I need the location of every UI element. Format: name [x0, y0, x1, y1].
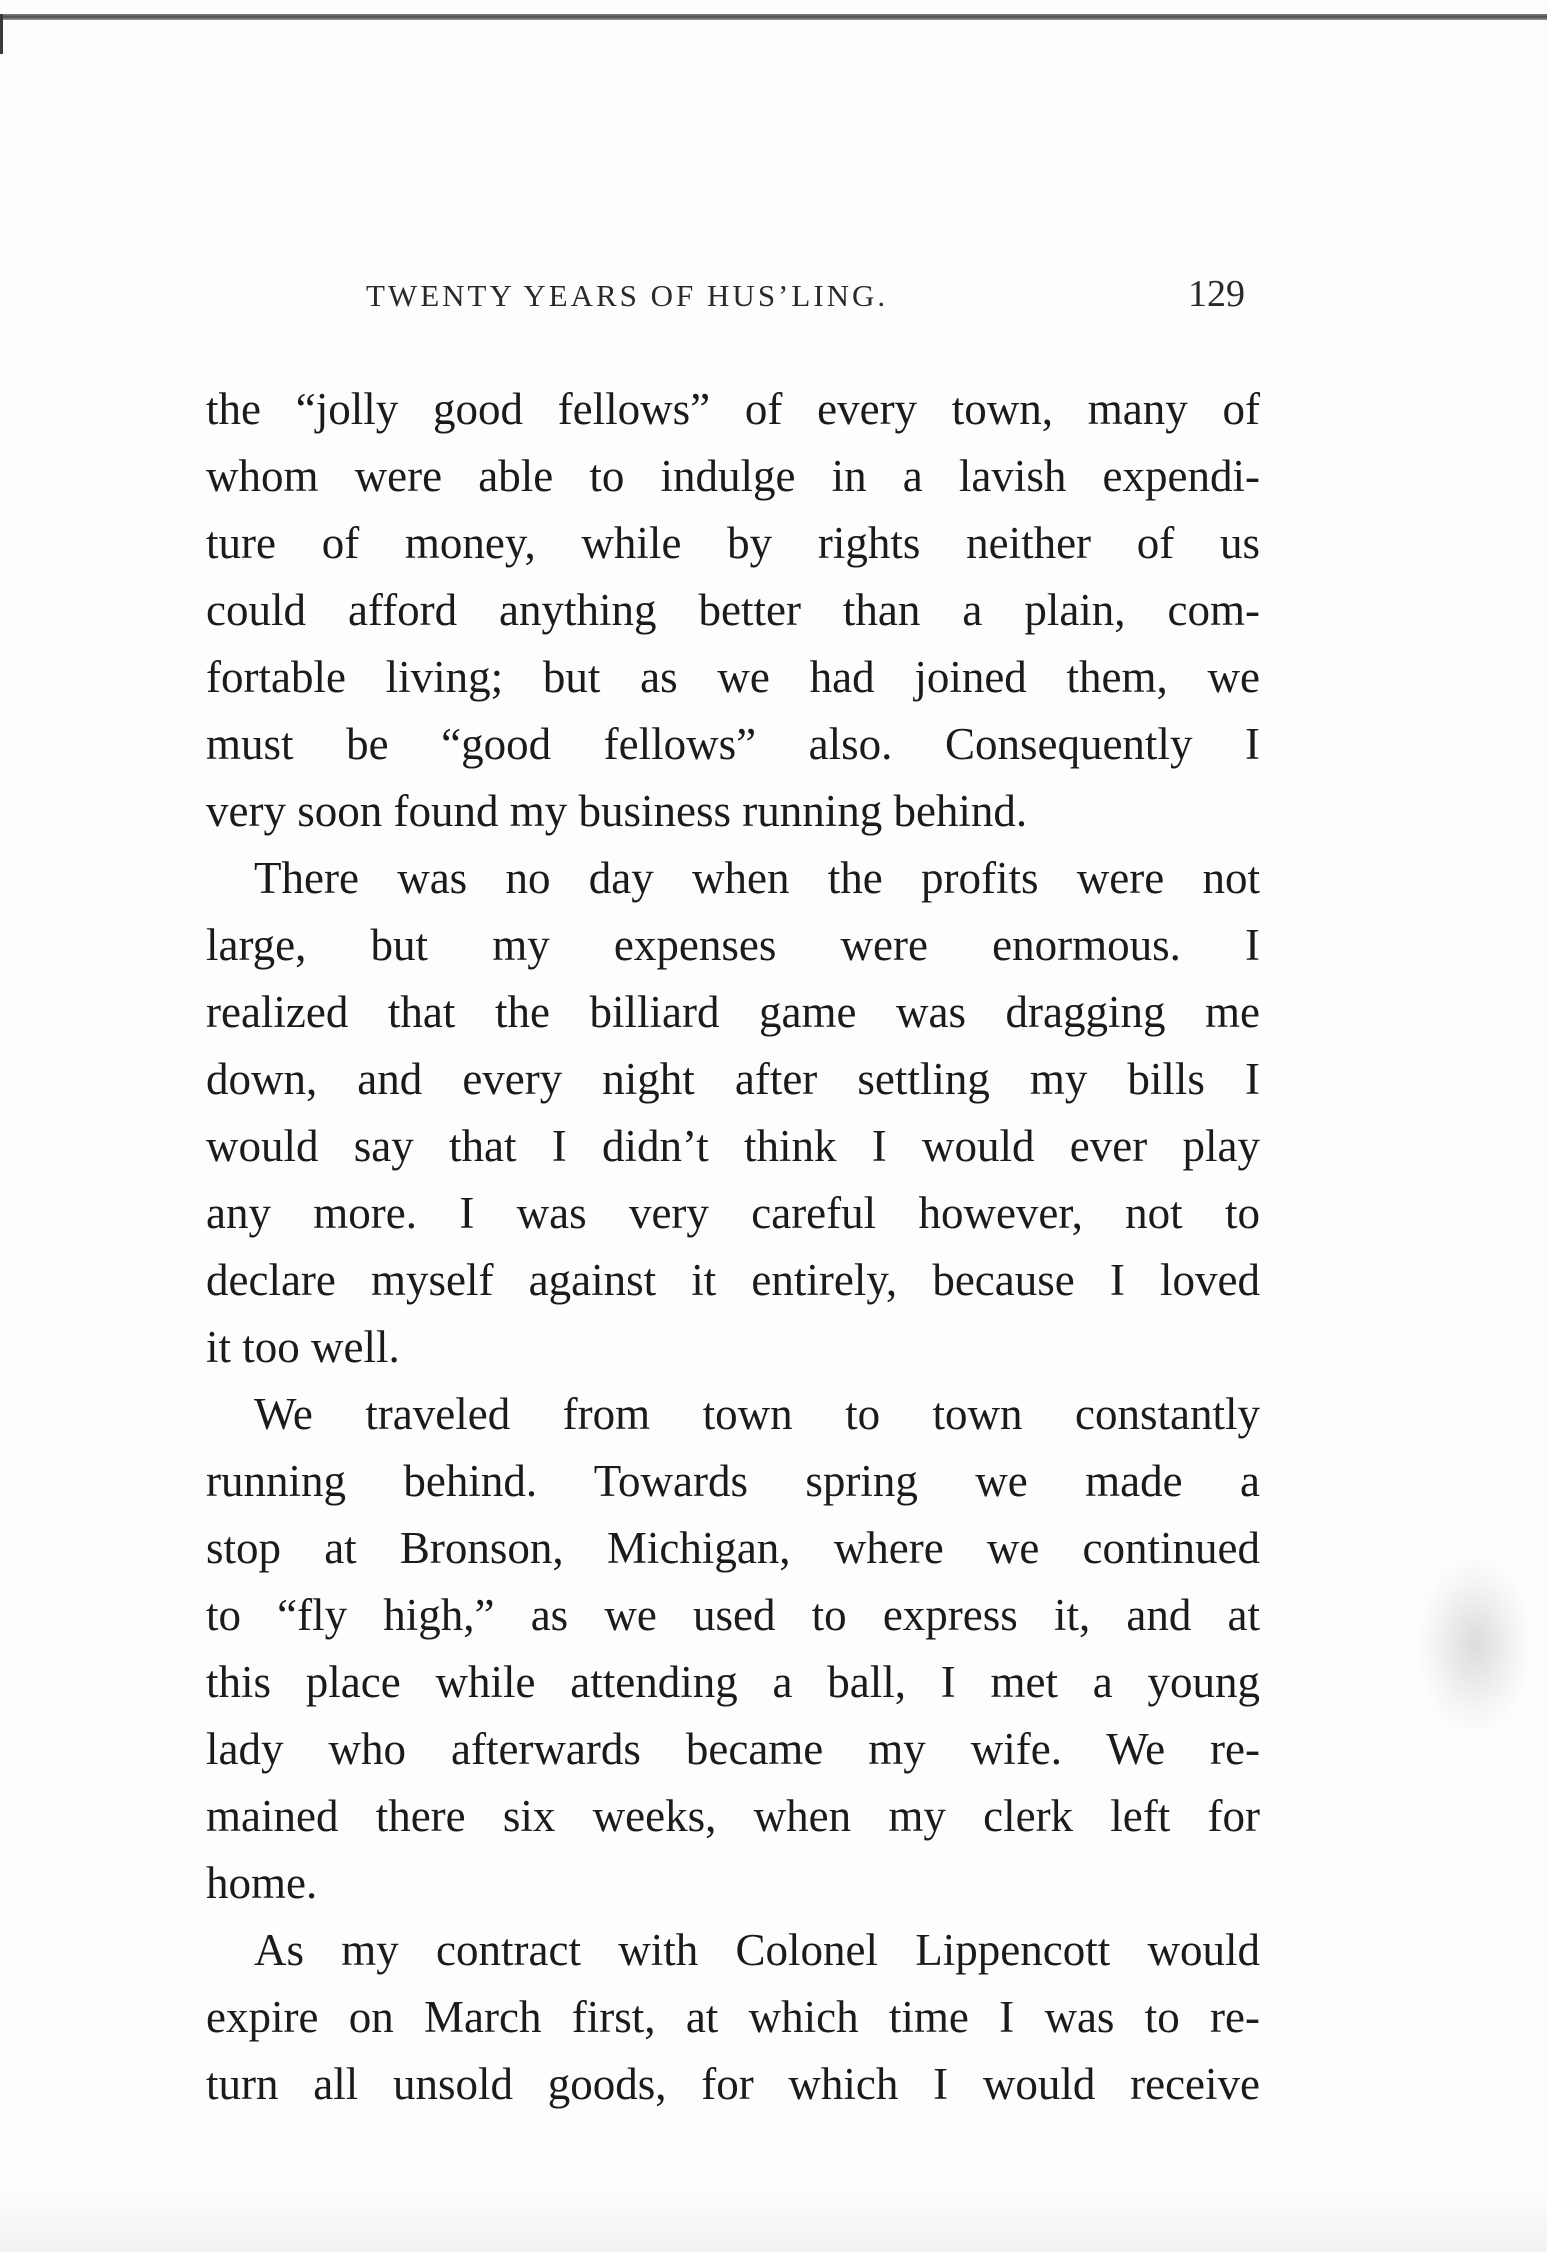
- text-line: could afford anything better than a plain, com-: [206, 585, 1260, 635]
- text-line: running behind. Towards spring we made a: [206, 1456, 1260, 1506]
- text-line: large, but my expenses were enormous. I: [206, 920, 1260, 970]
- paragraph-first-line: As my contract with Colonel Lippencott would: [254, 1925, 1260, 1975]
- text-line: would say that I didn’t think I would ever play: [206, 1121, 1260, 1171]
- body-text: [206, 376, 1260, 2118]
- scan-noise-bottom: [0, 2190, 1547, 2252]
- text-line: this place while attending a ball, I met a young: [206, 1657, 1260, 1707]
- text-line: lady who afterwards became my wife. We re-: [206, 1724, 1260, 1774]
- text-line: to “fly high,” as we used to express it, and at: [206, 1590, 1260, 1640]
- page-header: [0, 268, 1547, 328]
- paragraph-first-line: We traveled from town to town constantly: [254, 1389, 1260, 1439]
- text-line: very soon found my business running behind.: [206, 786, 1028, 836]
- paragraph-first-line: There was no day when the profits were not: [254, 853, 1260, 903]
- text-line: any more. I was very careful however, not to: [206, 1188, 1260, 1238]
- text-line: stop at Bronson, Michigan, where we continued: [206, 1523, 1260, 1573]
- text-line: turn all unsold goods, for which I would receive: [206, 2059, 1260, 2109]
- text-line: ture of money, while by rights neither of us: [206, 518, 1260, 568]
- page-number: 129: [1188, 273, 1245, 315]
- text-line: whom were able to indulge in a lavish expendi-: [206, 451, 1260, 501]
- text-line: home.: [206, 1858, 318, 1908]
- text-line: the “jolly good fellows” of every town, many of: [206, 384, 1260, 434]
- scan-top-border: [0, 14, 1547, 20]
- text-line: mained there six weeks, when my clerk left for: [206, 1791, 1260, 1841]
- scan-left-edge: [0, 14, 17, 54]
- text-line: declare myself against it entirely, because I loved: [206, 1255, 1260, 1305]
- text-line: expire on March first, at which time I was to re-: [206, 1992, 1260, 2042]
- text-line: fortable living; but as we had joined them, we: [206, 652, 1260, 702]
- text-line: must be “good fellows” also. Consequently I: [206, 719, 1260, 769]
- text-line: realized that the billiard game was dragging me: [206, 987, 1260, 1037]
- running-title: TWENTY YEARS OF HUS’LING.: [366, 278, 889, 313]
- text-line: down, and every night after settling my bills I: [206, 1054, 1260, 1104]
- scan-noise: [1420, 1560, 1530, 1730]
- text-line: it too well.: [206, 1322, 400, 1372]
